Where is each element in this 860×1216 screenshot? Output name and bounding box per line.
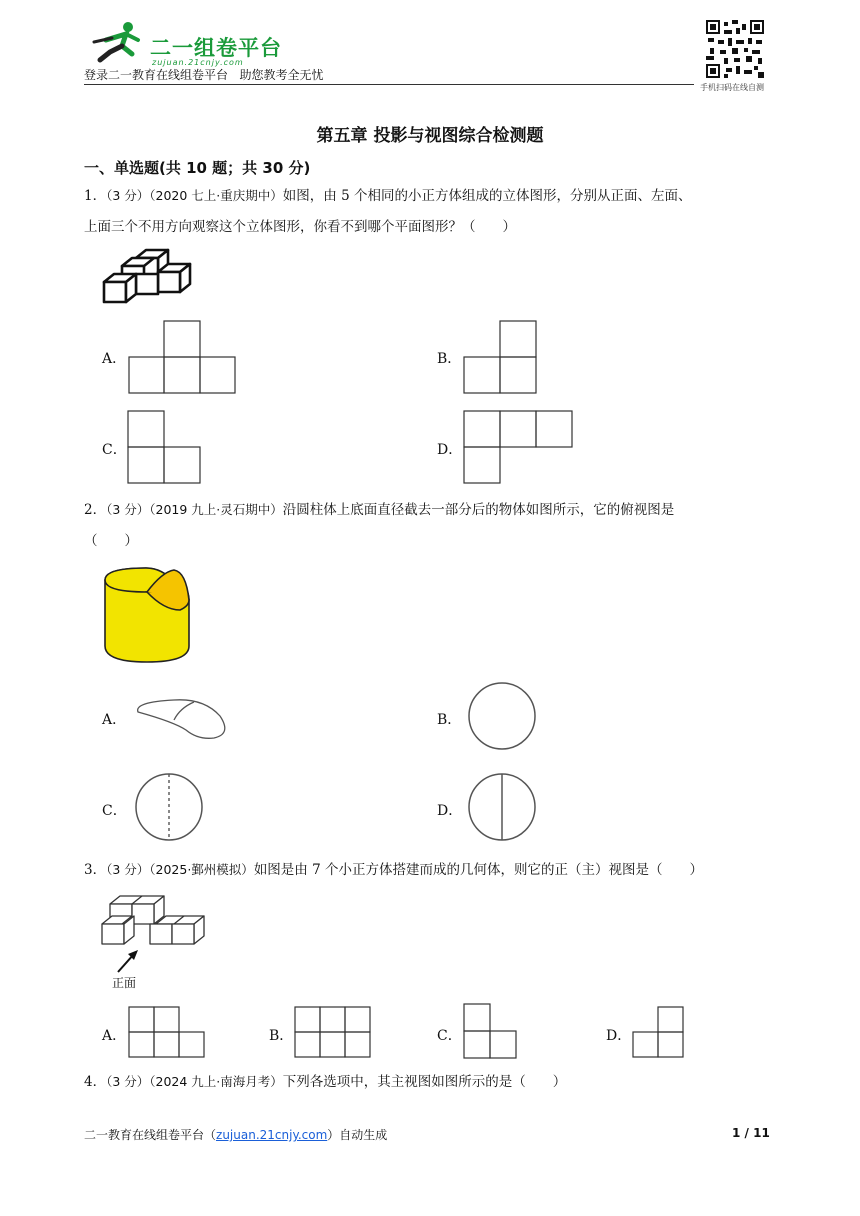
q1-option-d-label[interactable]: D． <box>437 442 463 458</box>
question-4-line-1: 4．（3 分）（2024 九上·南海月考）下列各选项中，其主视图如图所示的是（ ） <box>84 1074 567 1090</box>
question-2-line-2: （ ） <box>84 533 138 549</box>
q3-option-d-label[interactable]: D． <box>606 1028 632 1044</box>
q3-option-a-label[interactable]: A． <box>102 1028 127 1044</box>
question-1-line-1: 1．（3 分）（2020 七上·重庆期中）如图，由 5 个相同的小正方体组成的立体图形，分别从正面、左面、 <box>84 188 692 204</box>
q1-option-b-label[interactable]: B． <box>437 351 462 367</box>
question-1-line-2: 上面三个不用方向观察这个立体图形，你看不到哪个平面图形？（ ） <box>84 219 516 235</box>
question-4-text <box>84 1066 784 1098</box>
footer-text: 二一教育在线组卷平台（zujuan.21cnjy.com）自动生成 <box>84 1128 388 1142</box>
header-divider <box>84 84 694 85</box>
logo-subtitle: zujuan.21cnjy.com <box>152 58 244 67</box>
question-1-meta: （3 分）（2020 七上·重庆期中） <box>106 188 283 203</box>
q2-option-b-figure[interactable] <box>467 681 537 751</box>
q1-option-d-figure[interactable] <box>463 410 575 484</box>
q3-option-b-label[interactable]: B． <box>269 1028 294 1044</box>
q2-option-d-figure[interactable] <box>467 772 537 842</box>
qr-caption: 手机扫码在线自测 <box>700 83 764 92</box>
question-2-line-1: 2．（3 分）（2019 九上·灵石期中）沿圆柱体上底面直径截去一部分后的物体如图所示，它的俯视图是 <box>84 502 675 518</box>
q2-option-c-label[interactable]: C． <box>102 803 127 819</box>
q2-option-a-figure[interactable] <box>134 690 230 742</box>
q3-option-c-label[interactable]: C． <box>437 1028 462 1044</box>
q2-option-a-label[interactable]: A． <box>102 712 127 728</box>
document-title: 第五章 投影与视图综合检测题 <box>316 126 544 146</box>
question-3-meta: （3 分）（2025·鄞州模拟） <box>106 862 254 877</box>
front-direction-arrow <box>114 948 144 976</box>
footer-link[interactable]: zujuan.21cnjy.com <box>216 1128 328 1142</box>
q2-option-b-label[interactable]: B． <box>437 712 462 728</box>
question-3-solid-figure <box>100 892 210 956</box>
q1-option-a-figure[interactable] <box>128 320 238 394</box>
q3-option-b-figure[interactable] <box>294 1006 372 1058</box>
question-2-meta: （3 分）（2019 九上·灵石期中） <box>106 502 283 517</box>
q3-option-c-figure[interactable] <box>463 1003 519 1059</box>
logo <box>92 18 282 68</box>
question-2-cut-cylinder-figure <box>102 562 198 666</box>
front-label: 正面 <box>112 976 137 990</box>
question-1-text <box>84 180 784 243</box>
question-2-text <box>84 494 784 557</box>
q1-option-b-figure[interactable] <box>463 320 539 394</box>
question-3-text <box>84 854 784 886</box>
qr-code-icon[interactable] <box>706 20 764 78</box>
running-figure-icon <box>92 20 144 64</box>
question-3-line-1: 3．（3 分）（2025·鄞州模拟）如图是由 7 个小正方体搭建而成的几何体，则它的正（主）视图是（ ） <box>84 862 703 878</box>
q3-option-a-figure[interactable] <box>128 1006 206 1058</box>
page-number: 1 / 11 <box>732 1126 770 1140</box>
q1-option-a-label[interactable]: A． <box>102 351 127 367</box>
header-slogan: 登录二一教育在线组卷平台 助您教考全无忧 <box>84 68 324 82</box>
q1-option-c-label[interactable]: C． <box>102 442 127 458</box>
q2-option-d-label[interactable]: D． <box>437 803 463 819</box>
q3-option-d-figure[interactable] <box>632 1006 686 1058</box>
section-heading: 一、单选题(共 10 题；共 30 分) <box>84 159 311 177</box>
question-1-solid-figure <box>102 246 202 308</box>
q1-option-c-figure[interactable] <box>127 410 203 484</box>
logo-text: 二一组卷平台 <box>150 36 282 60</box>
q2-option-c-figure[interactable] <box>134 772 204 842</box>
question-4-meta: （3 分）（2024 九上·南海月考） <box>106 1074 283 1089</box>
